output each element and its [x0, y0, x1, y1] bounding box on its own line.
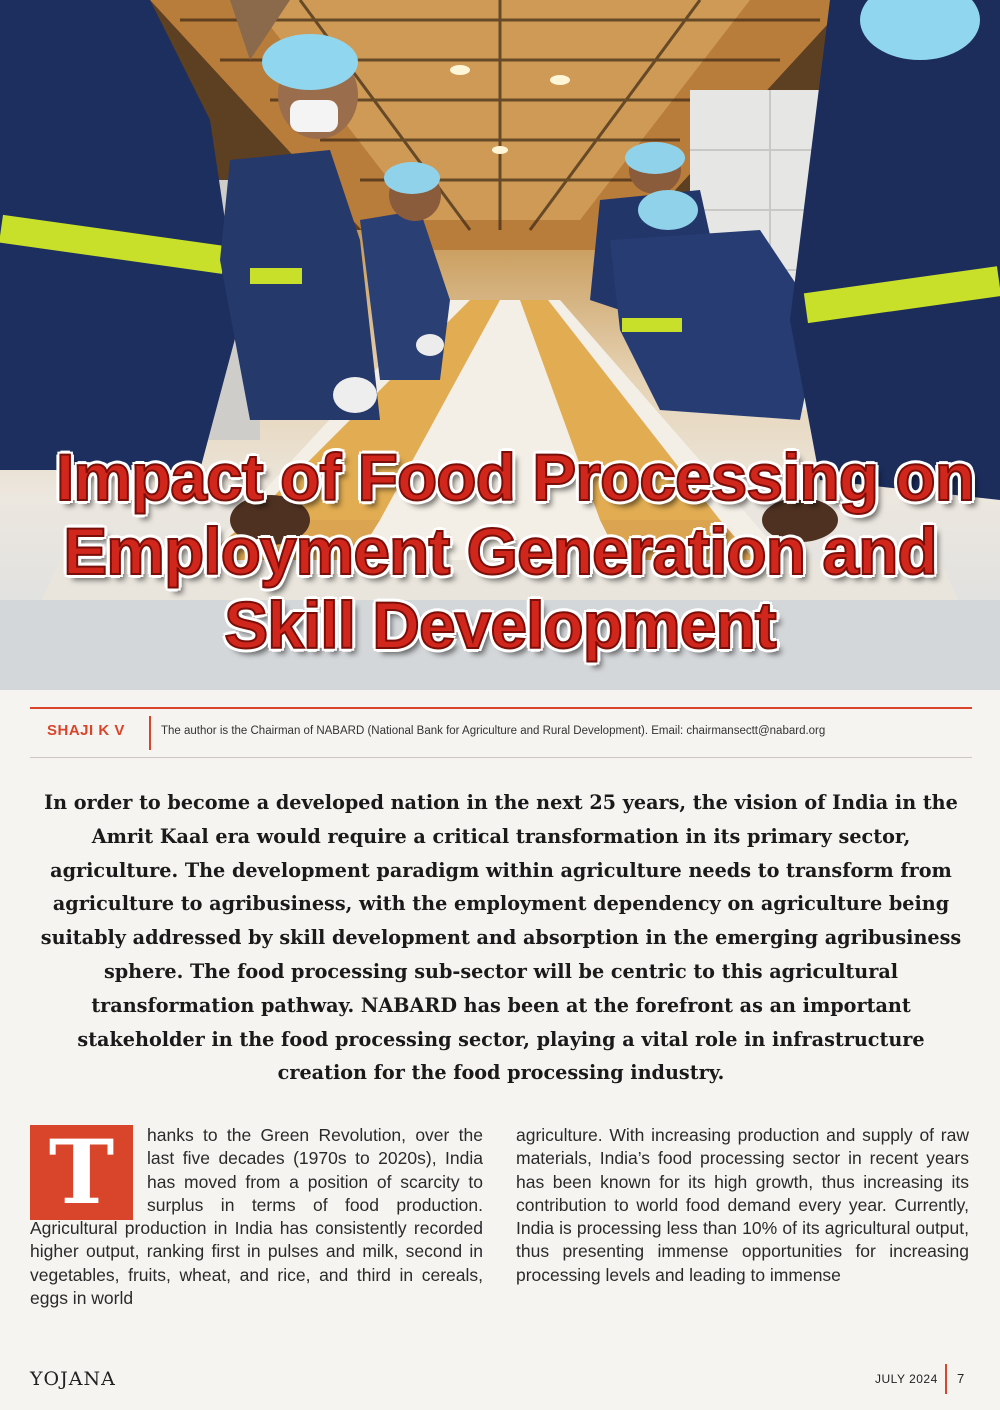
author-name: SHAJI K V — [47, 722, 125, 739]
issue-date: JULY 2024 — [875, 1372, 938, 1386]
drop-cap: T — [30, 1125, 133, 1220]
title-line-2: Employment Generation and — [63, 514, 937, 588]
byline-divider — [149, 716, 151, 750]
byline-bottom-rule — [30, 757, 972, 758]
article-title — [0, 440, 1000, 662]
intro-paragraph: In order to become a developed nation in the next 25 years, the vision of India in the Amrit Kaal era would require a critical transformation in its primary sector, agriculture. The development paradigm within agriculture needs to transform from agriculture to agribusiness, with the employment dependency on agriculture being suitably addressed by skill development and absorption in the emerging agribusiness sphere. The food processing sub-sector will be centric to this agricultural transformation pathway. NABARD has been at the forefront as an important stakeholder in the food processing sector, playing a vital role in infrastructure creation for the food processing industry. — [40, 791, 962, 1085]
author-note: The author is the Chairman of NABARD (National Bank for Agriculture and Rural Development). Email: chairmansectt@nabard.org — [161, 725, 826, 737]
hero-photo — [0, 0, 1000, 690]
body-column-right — [516, 1124, 969, 1287]
right-column-text: agriculture. With increasing production and supply of raw materials, India’s food processing sector in recent years has been known for its high growth, thus increasing its contribution to world food demand every year. Currently, India is processing less than 10% of its agricultural output, thus presenting immense opportunities for increasing processing levels and leading to immense — [516, 1125, 969, 1285]
page-number: 7 — [957, 1371, 965, 1386]
left-column-text — [30, 1124, 483, 1310]
body-column-left — [30, 1124, 483, 1310]
left-column-body: hanks to the Green Revolution, over the last five decades (1970s to 2020s), India has moved from a position of scarcity to surplus in terms of food production. Agricultural production in India has consistently recorded higher output, ranking first in pulses and milk, second in vegetables, fruits, wheat, and rice, and third in cereals, eggs in world — [30, 1125, 483, 1309]
title-line-3: Skill Development — [224, 588, 776, 662]
footer-divider — [945, 1364, 947, 1394]
byline-top-rule — [30, 707, 972, 709]
title-line-1: Impact of Food Processing on — [55, 440, 975, 514]
magazine-name: YOJANA — [30, 1368, 116, 1390]
